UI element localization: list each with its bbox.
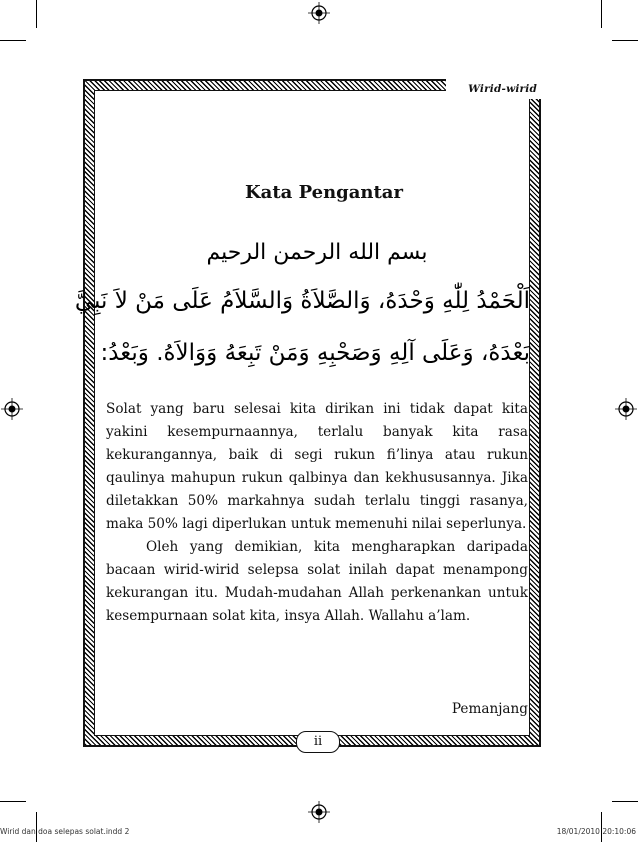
registration-mark-icon <box>308 801 330 823</box>
crop-mark <box>36 0 37 28</box>
registration-mark-icon <box>308 2 330 24</box>
registration-mark-icon <box>615 398 637 420</box>
page-title-text: Kata Pengantar <box>245 182 403 203</box>
paragraph-1: Solat yang baru selesai kita dirikan ini tidak dapat kita yakini kesempurnaannya, terlalu banyak kita rasa kekurangannya, baik di segi rukun fi’linya atau rukun qaulinya mahupun rukun qalbinya dan kekhususannya. Jika diletakkan 50% markahnya sudah terlalu tinggi rasanya, maka 50% lagi diperlukan untuk memenuhi nilai seperlunya. <box>106 401 528 532</box>
crop-mark <box>601 0 602 28</box>
signature: Pemanjang <box>451 701 528 717</box>
registration-mark-icon <box>1 398 23 420</box>
crop-mark <box>0 40 26 41</box>
arabic-basmalah: بسم الله الرحمن الرحيم <box>206 240 428 265</box>
slug-filename: Wirid dan doa selepas solat.indd 2 <box>0 827 130 836</box>
slug-timestamp: 18/01/2010 20:10:06 <box>556 827 636 836</box>
crop-mark <box>612 801 638 802</box>
arabic-line-1: اَلْحَمْدُ لِلّٰهِ وَحْدَهُ، وَالصَّلاَةُ وَالسَّلاَمُ عَلَى مَنْ لاَ نَبِيَّ <box>74 288 530 314</box>
page-number: ii <box>296 731 340 753</box>
running-header: Wirid-wirid <box>446 79 541 99</box>
arabic-line-2: بَعْدَهُ، وَعَلَى آلِهِ وَصَحْبِهِ وَمَنْ تَبِعَهُ وَوَالاَهُ. وَبَعْدُ: <box>100 340 530 366</box>
crop-mark <box>0 801 26 802</box>
page-title <box>0 182 638 203</box>
body-text <box>106 398 528 628</box>
crop-mark <box>612 40 638 41</box>
paragraph-2: Oleh yang demikian, kita mengharapkan daripada bacaan wirid-wirid selepsa solat inilah dapat menampong kekurangan itu. Mudah-mudahan Allah perkenankan untuk kesempurnaan solat kita, insya Allah. Wallahu a’lam. <box>106 539 528 624</box>
